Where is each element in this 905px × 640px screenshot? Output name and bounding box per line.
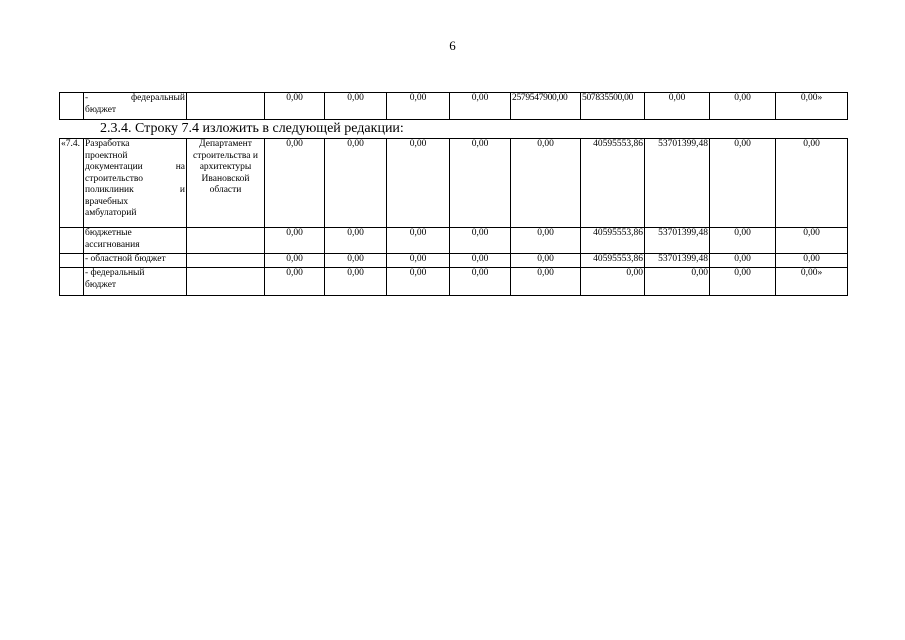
name-line: ассигнования bbox=[85, 239, 140, 250]
row-name-cell bbox=[84, 228, 187, 254]
row-name-cell: - федеральный бюджет bbox=[84, 93, 187, 120]
page-number: 6 bbox=[449, 38, 456, 53]
value-cell: 0,00 bbox=[265, 254, 325, 268]
value-cell: 40595553,86 bbox=[581, 139, 645, 228]
value-cell: 0,00 bbox=[450, 93, 511, 120]
table-row bbox=[60, 93, 848, 120]
table-row bbox=[60, 139, 848, 228]
value-cell: 0,00 bbox=[645, 268, 710, 296]
name-line: - федеральный bbox=[85, 268, 145, 278]
value-cell: 40595553,86 bbox=[581, 254, 645, 268]
name-line: врачебных bbox=[85, 196, 129, 207]
row-number-cell bbox=[60, 254, 84, 268]
value-cell: 0,00 bbox=[710, 228, 776, 254]
value-cell: 0,00 bbox=[776, 254, 848, 268]
value-cell: 0,00 bbox=[265, 228, 325, 254]
value-cell: 507835500,00 bbox=[581, 93, 645, 120]
value-cell: 53701399,48 bbox=[645, 254, 710, 268]
value-cell: 40595553,86 bbox=[581, 228, 645, 254]
row-dept-cell bbox=[187, 228, 265, 254]
dept-line: архитектуры bbox=[199, 162, 252, 172]
value-cell: 0,00 bbox=[387, 268, 450, 296]
row-dept-cell bbox=[187, 254, 265, 268]
table-row bbox=[60, 268, 848, 296]
value-cell: 0,00 bbox=[387, 93, 450, 120]
value-cell: 0,00 bbox=[581, 268, 645, 296]
name-line: амбулаторий bbox=[85, 208, 137, 218]
value-cell: 0,00 bbox=[710, 93, 776, 120]
value-cell: 0,00 bbox=[450, 228, 511, 254]
name-line: поликлиник и bbox=[85, 185, 185, 195]
value-cell: 0,00 bbox=[325, 139, 387, 228]
row-dept-cell bbox=[187, 139, 265, 228]
name-line: бюджет bbox=[85, 279, 117, 290]
dept-line: области bbox=[209, 185, 242, 195]
row-dept-cell bbox=[187, 93, 265, 120]
row-number-cell bbox=[60, 268, 84, 296]
value-cell: 53701399,48 bbox=[645, 139, 710, 228]
name-line: проектной bbox=[85, 150, 128, 161]
section-heading: 2.3.4. Строку 7.4 изложить в следующей редакции: bbox=[100, 121, 404, 136]
value-cell: 0,00 bbox=[710, 268, 776, 296]
value-cell: 0,00 bbox=[325, 268, 387, 296]
value-cell: 0,00 bbox=[325, 254, 387, 268]
value-cell: 0,00 bbox=[511, 139, 581, 228]
row-name-cell bbox=[84, 254, 187, 268]
row-number-cell: «7.4. bbox=[60, 139, 84, 228]
value-cell: 0,00 bbox=[265, 268, 325, 296]
value-cell: 0,00 bbox=[511, 268, 581, 296]
value-cell: 0,00 bbox=[325, 228, 387, 254]
value-cell: 53701399,48 bbox=[645, 228, 710, 254]
name-line: строительство bbox=[85, 173, 144, 184]
value-cell: 0,00 bbox=[710, 139, 776, 228]
value-cell: 0,00 bbox=[511, 228, 581, 254]
row-name-cell bbox=[84, 139, 187, 228]
value-cell: 0,00 bbox=[710, 254, 776, 268]
value-cell: 2579547900,00 bbox=[511, 93, 581, 120]
value-cell: 0,00 bbox=[511, 254, 581, 268]
value-cell: 0,00 bbox=[450, 268, 511, 296]
row-name-cell bbox=[84, 268, 187, 296]
row-number-cell bbox=[60, 228, 84, 254]
value-cell: 0,00 bbox=[776, 228, 848, 254]
value-cell: 0,00 bbox=[450, 139, 511, 228]
value-cell: 0,00 bbox=[387, 254, 450, 268]
value-cell: 0,00 bbox=[776, 139, 848, 228]
name-line: Разработка bbox=[85, 139, 130, 149]
replacement-table bbox=[59, 138, 848, 296]
value-cell: 0,00 bbox=[325, 93, 387, 120]
name-line: - областной бюджет bbox=[85, 254, 166, 264]
row-number-cell bbox=[60, 93, 84, 120]
continuation-table bbox=[59, 92, 848, 120]
dept-line: строительства и bbox=[193, 150, 258, 161]
dept-line: Департамент bbox=[199, 139, 252, 149]
table-row bbox=[60, 254, 848, 268]
value-cell: 0,00» bbox=[776, 93, 848, 120]
table-row bbox=[60, 228, 848, 254]
name-line: бюджетные bbox=[85, 228, 132, 238]
value-cell: 0,00 bbox=[387, 228, 450, 254]
dept-line: Ивановской bbox=[201, 173, 250, 184]
value-cell: 0,00 bbox=[265, 93, 325, 120]
value-cell: 0,00 bbox=[387, 139, 450, 228]
value-cell: 0,00 bbox=[450, 254, 511, 268]
value-cell: 0,00 bbox=[265, 139, 325, 228]
value-cell: 0,00» bbox=[776, 268, 848, 296]
row-dept-cell bbox=[187, 268, 265, 296]
name-line: документации на bbox=[85, 162, 185, 172]
value-cell: 0,00 bbox=[645, 93, 710, 120]
